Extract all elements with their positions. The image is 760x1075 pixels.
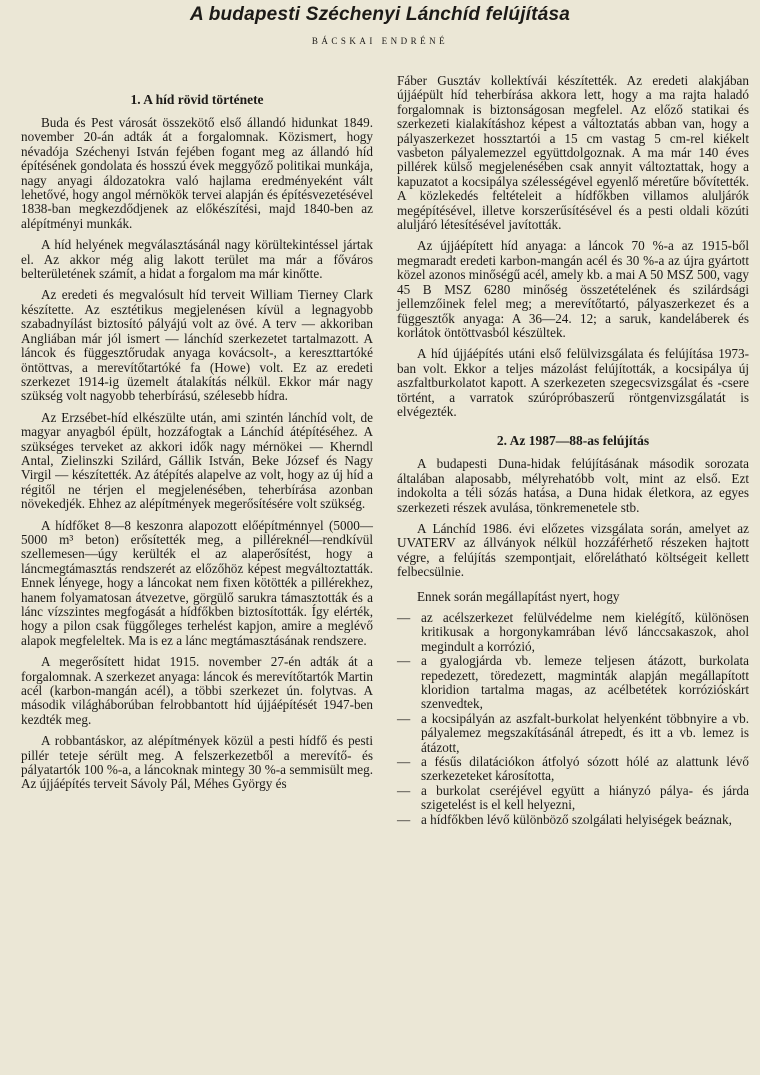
- section-heading-1: 1. A híd rövid története: [130, 92, 264, 107]
- list-item-text: a kocsipályán az aszfalt-burkolat helyenként többnyire a vb. pályalemez megszakításánál átrepedt, és itt a vb. lemez is átázott,: [421, 710, 749, 755]
- list-item-text: a burkolat cseréjével együtt a hiányzó pálya- és járda szigetelést is el kell helyezni,: [421, 782, 749, 813]
- article-author: BÁCSKAI ENDRÉNÉ: [311, 36, 449, 46]
- list-item-text: a fésűs dilatációkon átfolyó sózott hólé az alattunk lévő szerkezeteket károsította,: [421, 754, 749, 784]
- dash-marker: —: [397, 754, 411, 770]
- right-column: [397, 74, 749, 827]
- paragraph: A hídfőket 8—8 keszonra alapozott előépítménnyel (5000—5000 m³ beton) erősítették meg, a pilléreknél—rendkívül szellemesen—úgy kerülték el az alaperősítést, hogy a láncmegtámasztás rendszerét az előzőhöz képest megváltoztatták. Ennek lényege, hogy a láncokat nem fixen kötötték a pillérekhez, hanem folyamatosan átvezetve, görgülő sarukra támasztották és a lánc vízszintes megfogását a hídfőkben biztosították. Így elérték, hogy a pilon csak függőleges terhelést kapjon, amire a meglévő alapok megfeleltek. Ma is ez a lánc megtámasztásának rendszere.: [21, 517, 373, 648]
- paragraph: Fáber Gusztáv kollektívái készítették. Az eredeti alakjában újjáépült híd teherbírása akkora lett, hogy a ma rajta haladó forgalomnak is biztonságosan megfelel. Az előző statikai és szerkezeti kialakításhoz képest a változtatás abban van, hogy a pályaszerkezet hossztartói a 15 cm vastag 5 cm-rel kiékelt vasbeton pályalemezzel együttdolgoznak. A ma már 140 éves pillérek külső megjelenésében csak annyit változtattak, hogy a kapuzatot a kocsipálya szélességével egyenlő méretűre bővítették. A közlekedés feltételeit a hídfőkben villamos aluljárók megépítésével, illetve korszerűsítésével és a pesti oldali közúti aluljáró létesítésével javították.: [397, 73, 749, 233]
- dash-marker: —: [397, 782, 411, 798]
- list-item: [397, 784, 749, 813]
- list-item: [397, 712, 749, 755]
- paragraph: Buda és Pest városát összekötő első állandó hidunkat 1849. november 20-án adták át a forgalomnak. Közismert, hogy névadója Széchenyi István fejében fogant meg az állandó híd építésének gondolata és hosszú évek meggyőző politikai munkája, nagy anyagi áldozatokra való hajlama eredményeként vált lehetővé, hogy angol mérnökök tervei alapján és építésvezetésével 1838-ban megkezdődjenek az előkészítési, majd 1840-ben az alépítményi munkák.: [21, 115, 373, 231]
- paragraph: Az Erzsébet-híd elkészülte után, ami szintén lánchíd volt, de magyar anyagból épült, hozzáfogtak a Lánchíd átépítéséhez. A szükséges terveket az akkori idők nagy mérnökei — Kherndl Antal, Zielinszki Szilárd, Gállik István, Beke József és Nagy Virgil — készítették. Az átépítés alapelve az volt, hogy az új híd a régitől ne térjen el megjelenésében, teherbírása azonban növekedjék. Ehhez az alépítmények megerősítésére volt szükség.: [21, 409, 373, 512]
- paragraph: Az újjáépített híd anyaga: a láncok 70 %-a az 1915-ből megmaradt eredeti karbon-mangán acél és 30 %-a az újra gyártott közel azonos minőségű acél, amely kb. a mai A 50 MSZ 500, vagy 45 B MSZ 6280 minőség összetételének és szilárdsági jellemzőinek felel meg; a merevítőtartó, pályaszerkezet és a függesztők anyaga: A 36—24. 12; a saruk, kandeláberek és korlátok öntöttvasból készültek.: [397, 238, 749, 340]
- paragraph: A Lánchíd 1986. évi előzetes vizsgálata során, amelyet az UVATERV az állványok nélkül hozzáférhető részeken hajtott végre, a felújítás szempontjait, előrelátható költségeit kellett felbecsülnie.: [397, 520, 749, 580]
- list-lead: Ennek során megállapítást nyert, hogy: [417, 588, 620, 604]
- list-item: [397, 611, 749, 654]
- list-item-text: az acélszerkezet felülvédelme nem kielégítő, különösen kritikusak a horgonykamrában lévő lánccsakaszok, ahol megindult a korrózió,: [421, 610, 749, 654]
- list-item: [397, 813, 749, 827]
- paragraph: A híd újjáépítés utáni első felülvizsgálata és felújítása 1973-ban volt. Ekkor a teljes mázolást felújították, a kocsipálya új aszfaltburkolatot kapott. A szerkezeten szegecsvizsgálat és -csere történt, a varratok szúrópróbaszerű röntgenvizsgálatát is elvégezték.: [397, 346, 749, 419]
- article-title: A budapesti Széchenyi Lánchíd felújítása: [190, 4, 570, 25]
- paragraph: A megerősített hidat 1915. november 27-én adták át a forgalomnak. A szerkezet anyaga: láncok és merevítőtartók Martin acél (karbon-mangán acél), a többi szerkezet ún. folytvas. A második világháborúban felrobbantott híd újjáépítését 1947-ben kezdték meg.: [21, 654, 373, 727]
- paragraph: A híd helyének megválasztásánál nagy körültekintéssel jártak el. Az akkor még alig lakott terület ma már a főváros belterületének számít, a hidat a forgalom ma már kinőtte.: [21, 237, 373, 282]
- paragraph: A budapesti Duna-hidak felújításának második sorozata általában alaposabb, mélyrehatóbb volt, mint az első. Ezt indokolta a téli sózás hatása, a Duna hidak életkora, az egyes szerkezeti részek avulása, tönkremenetele stb.: [397, 456, 749, 515]
- list-item-text: a hídfőkben lévő különböző szolgálati helyiségek beáznak,: [421, 811, 732, 827]
- dash-marker: —: [397, 710, 411, 726]
- list-item-text: a gyalogjárda vb. lemeze teljesen átázott, burkolata repedezett, töredezett, magminták alapján megállapított kloridion tartalma magas, az acélbetétek korrózióskárt szenvedtek,: [421, 653, 749, 712]
- dash-marker: —: [397, 811, 411, 827]
- dash-marker: —: [397, 610, 411, 625]
- paragraph: A robbantáskor, az alépítmények közül a pesti hídfő és pesti pillér teteje sérült meg. A felszerkezetből a merevítő- és pályatartók 100 %-a, a láncoknak mintegy 30 %-a semmisült meg. Az újjáépítés terveit Sávoly Pál, Méhes György és: [21, 733, 373, 792]
- list-item: [397, 654, 749, 712]
- paragraph: Az eredeti és megvalósult híd terveit William Tierney Clark készítette. Az esztétikus megjelenésen kívül a legnagyobb szabadnyílást biztosító pályájú volt az övé. A terv — akkoriban Angliában már jól ismert — lánchíd szerkezetet tartalmazott. A láncok és függesztőrudak anyaga kovácsolt-, a kereszttartóké öntöttvas, a merevítőtartóké fa (Howe) volt. Ez az eredeti szerkezet 1914-ig üzemelt átalakítás nélkül. Ekkor már nagy szükség volt nagyobb teherbírású, szélesebb hídra.: [21, 287, 373, 404]
- list-item: [397, 755, 749, 784]
- dash-marker: —: [397, 653, 411, 669]
- left-column: [21, 86, 373, 799]
- findings-list: [397, 611, 749, 827]
- section-heading-2: 2. Az 1987—88-as felújítás: [496, 433, 650, 449]
